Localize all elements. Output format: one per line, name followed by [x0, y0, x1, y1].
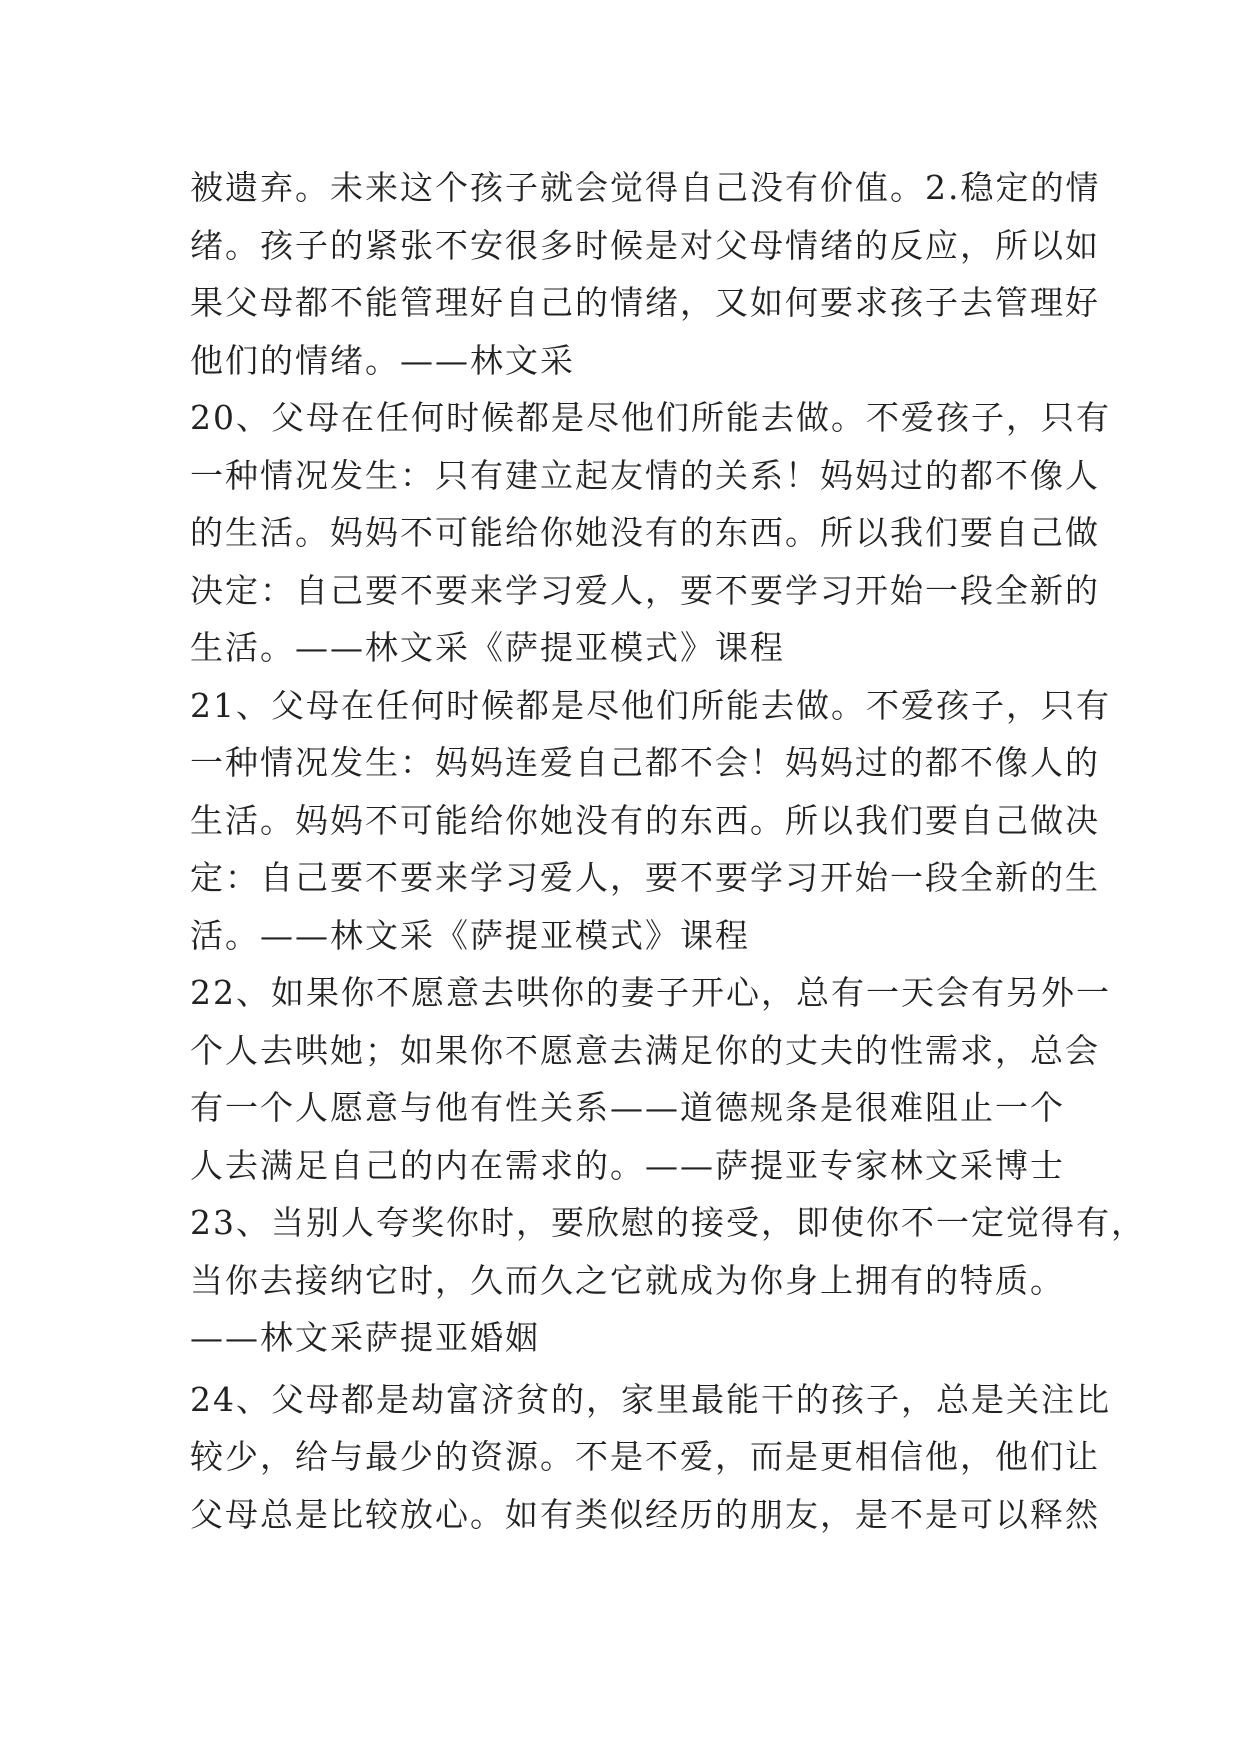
text-line: 绪。孩子的紧张不安很多时候是对父母情绪的反应，所以如 [190, 225, 1100, 265]
text-line: 个人去哄她；如果你不愿意去满足你的丈夫的性需求，总会 [190, 1030, 1100, 1070]
text-line: 一种情况发生：只有建立起友情的关系！妈妈过的都不像人 [190, 455, 1100, 495]
text-line: 他们的情绪。——林文采 [190, 340, 575, 380]
text-line: 生活。妈妈不可能给你她没有的东西。所以我们要自己做决 [190, 800, 1100, 840]
text-line: 较少，给与最少的资源。不是不爱，而是更相信他，他们让 [190, 1437, 1100, 1476]
text-line: 24、父母都是劫富济贫的，家里最能干的孩子，总是关注比 [190, 1379, 1111, 1419]
text-line: 生活。——林文采《萨提亚模式》课程 [190, 628, 785, 667]
text-line: 人去满足自己的内在需求的。——萨提亚专家林文采博士 [190, 1145, 1065, 1185]
text-line: 果父母都不能管理好自己的情绪，又如何要求孩子去管理好 [190, 283, 1100, 322]
text-line: 被遗弃。未来这个孩子就会觉得自己没有价值。2.稳定的情 [190, 168, 1101, 207]
document-body [190, 159, 1146, 1543]
text-line: 22、如果你不愿意去哄你的妻子开心，总有一天会有另外一 [190, 973, 1111, 1012]
text-line: 的生活。妈妈不可能给你她没有的东西。所以我们要自己做 [190, 513, 1100, 552]
text-line: 21、父母在任何时候都是尽他们所能去做。不爱孩子，只有 [190, 685, 1111, 725]
text-line: 23、当别人夸奖你时，要欣慰的接受，即使你不一定觉得有， [190, 1203, 1146, 1242]
text-line: 决定：自己要不要来学习爱人，要不要学习开始一段全新的 [190, 570, 1100, 610]
text-line: 定：自己要不要来学习爱人，要不要学习开始一段全新的生 [190, 858, 1100, 897]
text-line: 有一个人愿意与他有性关系——道德规条是很难阻止一个 [190, 1088, 1065, 1127]
text-line: 20、父母在任何时候都是尽他们所能去做。不爱孩子，只有 [190, 398, 1111, 437]
text-line: 一种情况发生：妈妈连爱自己都不会！妈妈过的都不像人的 [190, 743, 1100, 782]
text-line: 父母总是比较放心。如有类似经历的朋友，是不是可以释然 [190, 1494, 1100, 1534]
text-line: ——林文采萨提亚婚姻 [190, 1318, 540, 1357]
text-line: 活。——林文采《萨提亚模式》课程 [190, 915, 750, 955]
text-line: 当你去接纳它时，久而久之它就成为你身上拥有的特质。 [190, 1260, 1065, 1300]
